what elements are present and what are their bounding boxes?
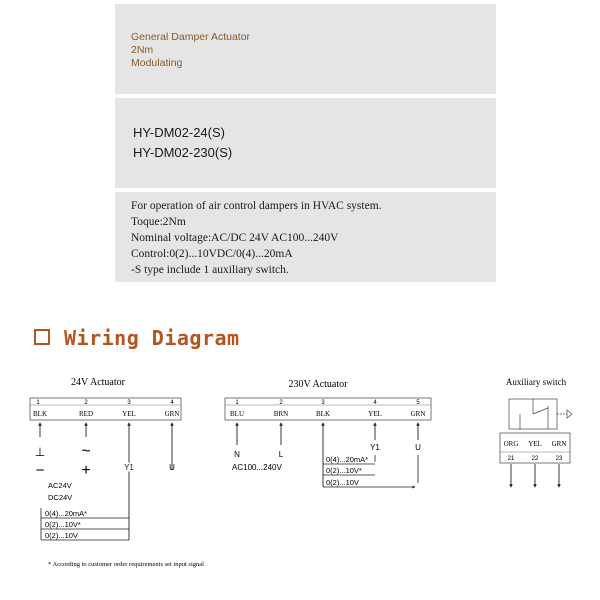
description-line: For operation of air control dampers in HVAC system.: [131, 200, 382, 212]
wire-color-label: YEL: [368, 410, 382, 418]
terminal-number: 3: [321, 400, 325, 406]
wire-color-label: BLK: [33, 410, 47, 418]
plus-sign: +: [81, 462, 91, 479]
signal-option: 0(2)...10V: [45, 531, 78, 540]
product-category: General Damper Actuator: [131, 31, 251, 43]
terminal-number: 21: [507, 456, 515, 462]
terminal-number: 1: [36, 400, 40, 406]
signal-option: 0(4)...20mA*: [326, 455, 369, 464]
wire-color-label: RED: [79, 410, 93, 418]
wire-color-label: GRN: [410, 410, 426, 418]
wire-color-label: YEL: [528, 440, 542, 448]
description-line: Nominal voltage:AC/DC 24V AC100...240V: [131, 232, 339, 244]
signal-option: 0(4)...20mA*: [45, 509, 88, 518]
wire-color-label: ORG: [503, 440, 519, 448]
wire-color-label: BLK: [316, 410, 330, 418]
minus-sign: −: [35, 462, 45, 479]
wire-color-label: BLU: [230, 410, 244, 418]
product-torque: 2Nm: [131, 44, 154, 56]
ground-symbol-icon: ⊥: [34, 445, 46, 459]
model-24v: HY-DM02-24(S): [133, 125, 225, 140]
terminal-number: 5: [416, 400, 420, 406]
aux-switch-title: Auxiliary switch: [505, 377, 567, 387]
u-label: U: [169, 463, 175, 472]
y1-label: Y1: [124, 463, 134, 472]
terminal-number: 1: [235, 400, 239, 406]
wire-color-label: GRN: [164, 410, 180, 418]
terminal-number: 3: [127, 400, 131, 406]
u-label: U: [415, 443, 421, 452]
actuator-24v-title: 24V Actuator: [71, 377, 125, 388]
power-label: AC24V: [48, 481, 72, 490]
actuator-230v-title: 230V Actuator: [288, 379, 348, 390]
neutral-label: N: [234, 450, 240, 459]
switch-symbol-icon: [509, 399, 572, 429]
description-line: Toque:2Nm: [131, 216, 186, 228]
auxiliary-switch-diagram: [500, 377, 572, 486]
actuator-24v-terminal-block: [30, 398, 181, 420]
terminal-number: 4: [373, 400, 377, 406]
power-label: AC100...240V: [232, 463, 282, 472]
description-line: Control:0(2)...10VDC/0(4)...20mA: [131, 248, 293, 260]
signal-option: 0(2)...10V: [326, 478, 359, 487]
ac-symbol-icon: ~: [81, 443, 91, 460]
y1-label: Y1: [370, 443, 380, 452]
terminal-number: 4: [170, 400, 174, 406]
terminal-number: 22: [531, 456, 539, 462]
power-label: DC24V: [48, 493, 73, 502]
signal-option: 0(2)...10V*: [326, 466, 362, 475]
actuator-24v-diagram: [30, 377, 181, 540]
signal-option: 0(2)...10V*: [45, 520, 81, 529]
footnote: * According to customer order requirements set input signal: [48, 561, 204, 568]
description-line: -S type include 1 auxiliary switch.: [131, 264, 289, 276]
wire-color-label: YEL: [122, 410, 136, 418]
model-230v: HY-DM02-230(S): [133, 145, 233, 160]
wire-color-label: BRN: [273, 410, 289, 418]
live-label: L: [278, 450, 284, 459]
product-control-type: Modulating: [131, 57, 183, 69]
terminal-number: 2: [279, 400, 283, 406]
wire-color-label: GRN: [551, 440, 567, 448]
terminal-number: 23: [555, 456, 563, 462]
terminal-number: 2: [84, 400, 88, 406]
wiring-diagram-title: Wiring Diagram: [64, 326, 240, 350]
actuator-230v-diagram: [225, 379, 431, 487]
